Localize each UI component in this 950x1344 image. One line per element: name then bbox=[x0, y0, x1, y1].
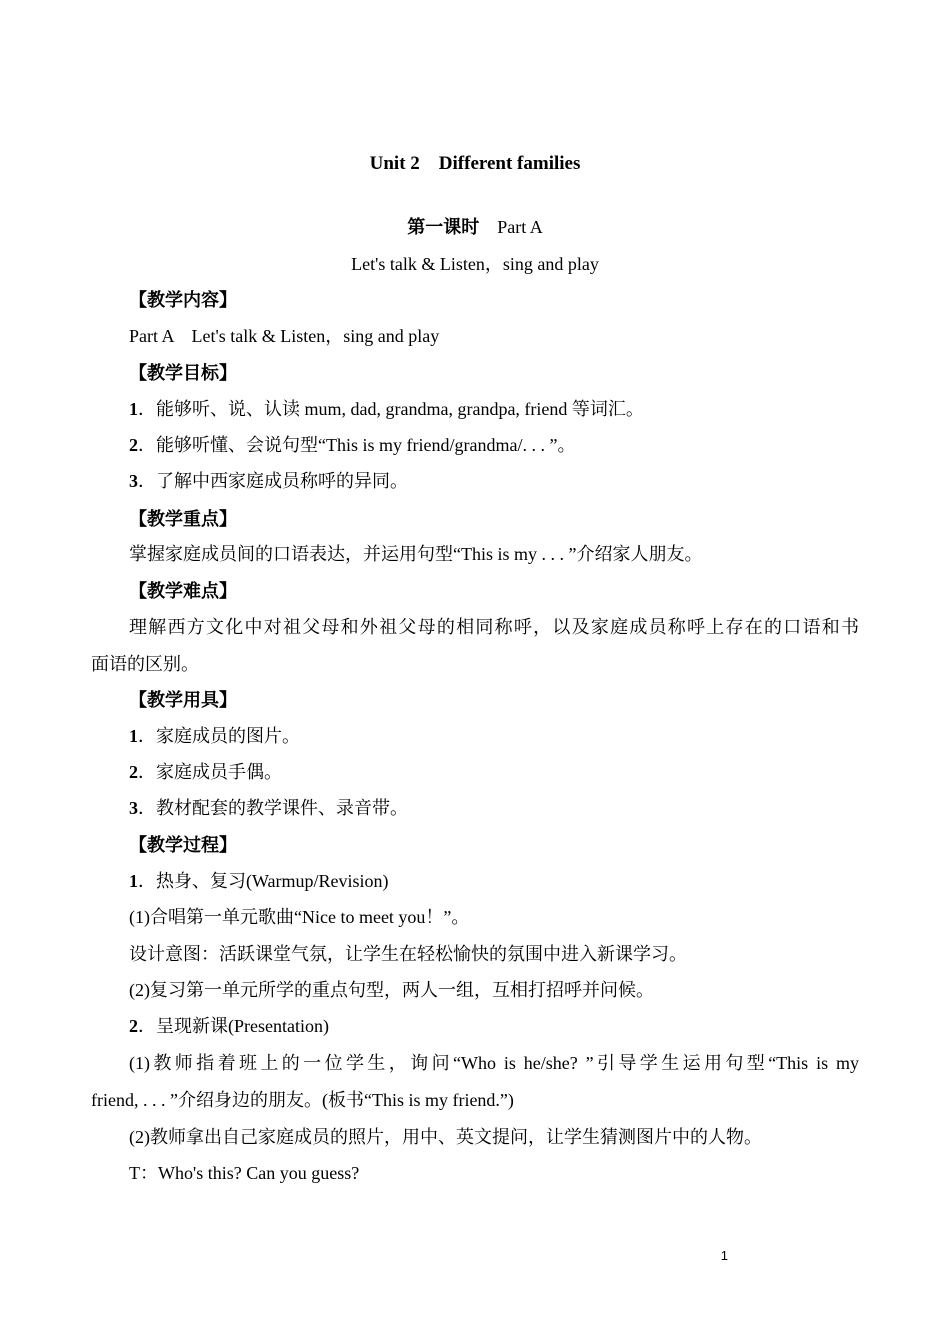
step-text: ．热身、复习(Warmup/Revision) bbox=[138, 871, 389, 891]
document-title: Unit 2 Different families bbox=[369, 153, 581, 174]
process-paragraph-line2: friend, . . . ”介绍身边的朋友。(板书“This is my friend.”) bbox=[91, 1090, 514, 1110]
process-step bbox=[129, 1015, 329, 1037]
teacher-line: T：Who's this? Can you guess? bbox=[129, 1163, 360, 1183]
goal-number: 1 bbox=[129, 399, 138, 419]
key-points-heading: 【教学重点】 bbox=[129, 509, 237, 529]
tool-item bbox=[129, 761, 282, 783]
content-heading: 【教学内容】 bbox=[129, 290, 237, 310]
goal-number: 2 bbox=[129, 435, 138, 455]
lesson-number: 第一课时 bbox=[407, 217, 480, 237]
process-heading: 【教学过程】 bbox=[129, 835, 237, 855]
goal-text: ．能够听、说、认读 mum, dad, grandma, grandpa, friend 等词汇。 bbox=[138, 399, 644, 419]
process-paragraph: (2)复习第一单元所学的重点句型，两人一组，互相打招呼并问候。 bbox=[129, 980, 654, 1000]
difficulty-text-line1: 理解西方文化中对祖父母和外祖父母的相同称呼，以及家庭成员称呼上存在的口语和书 bbox=[129, 617, 859, 637]
step-number: 2 bbox=[129, 1016, 138, 1036]
process-paragraph: (1)合唱第一单元歌曲“Nice to meet you！”。 bbox=[129, 907, 470, 927]
tool-text: ．家庭成员手偶。 bbox=[138, 762, 282, 782]
tool-item bbox=[129, 725, 300, 747]
goal-text: ．了解中西家庭成员称呼的异同。 bbox=[138, 471, 408, 491]
tool-item bbox=[129, 797, 408, 819]
goals-heading: 【教学目标】 bbox=[129, 363, 237, 383]
page-number: 1 bbox=[720, 1248, 728, 1263]
goal-number: 3 bbox=[129, 471, 138, 491]
difficulty-text-line2: 面语的区别。 bbox=[91, 654, 199, 674]
goal-item bbox=[129, 398, 644, 420]
goal-text: ．能够听懂、会说句型“This is my friend/grandma/. . . ”。 bbox=[138, 435, 576, 455]
design-intent: 设计意图：活跃课堂气氛，让学生在轻松愉快的氛围中进入新课学习。 bbox=[129, 944, 687, 964]
tool-number: 3 bbox=[129, 798, 138, 818]
process-paragraph-line1: (1)教师指着班上的一位学生，询问“Who is he/she? ”引导学生运用句型“This is my bbox=[129, 1053, 859, 1073]
lesson-subtitle: Let's talk & Listen，sing and play bbox=[351, 254, 599, 274]
difficulty-heading: 【教学难点】 bbox=[129, 581, 237, 601]
lesson-heading bbox=[0, 216, 950, 238]
step-text: ．呈现新课(Presentation) bbox=[138, 1016, 329, 1036]
tool-number: 2 bbox=[129, 762, 138, 782]
step-number: 1 bbox=[129, 871, 138, 891]
process-paragraph: (2)教师拿出自己家庭成员的照片，用中、英文提问，让学生猜测图片中的人物。 bbox=[129, 1127, 762, 1147]
tool-text: ．教材配套的教学课件、录音带。 bbox=[138, 798, 408, 818]
key-points-text: 掌握家庭成员间的口语表达，并运用句型“This is my . . . ”介绍家人朋友。 bbox=[129, 544, 703, 564]
tool-number: 1 bbox=[129, 726, 138, 746]
lesson-part: Part A bbox=[497, 217, 543, 237]
content-text: Part A Let's talk & Listen，sing and play bbox=[129, 326, 440, 346]
process-step bbox=[129, 870, 389, 892]
tool-text: ．家庭成员的图片。 bbox=[138, 726, 300, 746]
goal-item bbox=[129, 434, 575, 456]
tools-heading: 【教学用具】 bbox=[129, 690, 237, 710]
goal-item bbox=[129, 470, 408, 492]
